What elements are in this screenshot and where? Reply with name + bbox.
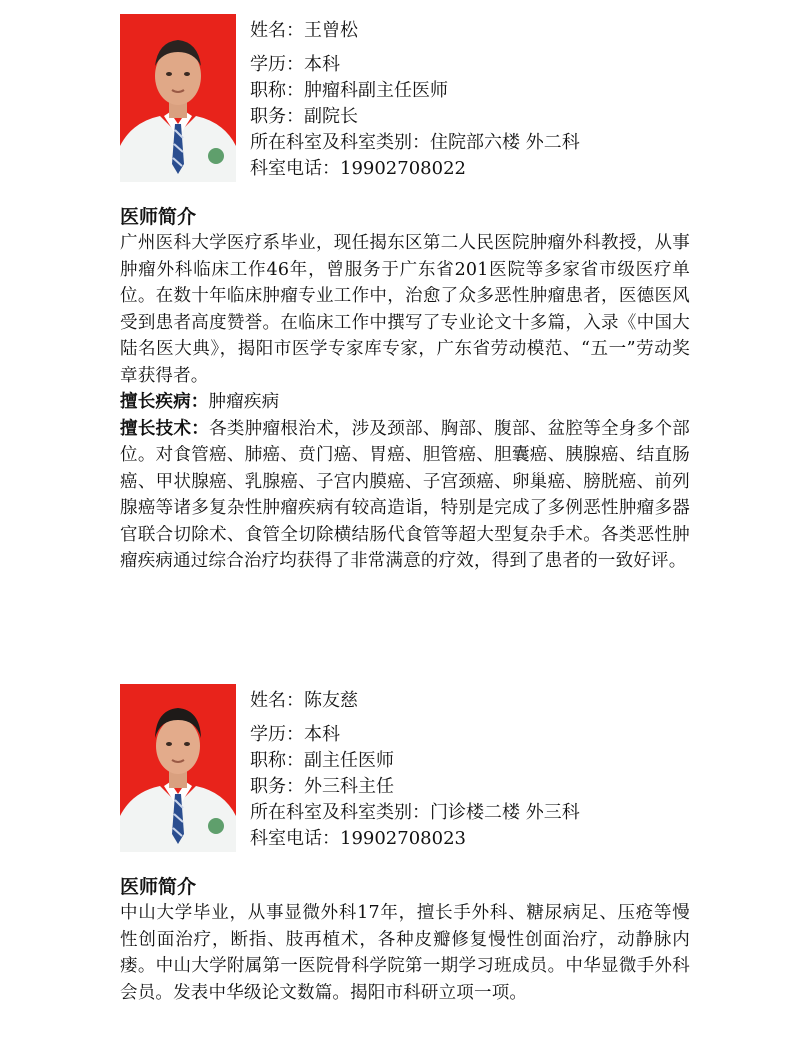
doctor-name: 姓名：王曾松 (250, 20, 358, 41)
doctor-portrait-1 (120, 14, 236, 182)
doctor-info-2 (250, 688, 580, 852)
doctor-position: 职务：外三科主任 (250, 776, 394, 797)
skills-label: 擅长技术： (120, 418, 210, 439)
doctor-name: 姓名：陈友慈 (250, 690, 358, 711)
doctor-education: 学历：本科 (250, 724, 340, 745)
intro-body (120, 900, 690, 1006)
doctor-profile-2 (120, 684, 700, 1034)
intro-heading: 医师简介 (120, 876, 197, 898)
doctor-phone: 科室电话：19902708022 (250, 158, 466, 179)
doctor-position: 职务：副院长 (250, 106, 358, 127)
intro-heading: 医师简介 (120, 206, 197, 228)
intro-text: 广州医科大学医疗系毕业，现任揭东区第二人民医院肿瘤外科教授，从事肿瘤外科临床工作46年，曾服务于广东省201医院等多家省市级医疗单位。在数十年临床肿瘤专业工作中，治愈了众多恶性肿瘤患者，医德医风受到患者高度赞誉。在临床工作中撰写了专业论文十多篇，入录《中国大陆名医大典》，揭阳市医学专家库专家，广东省劳动模范、“五一”劳动奖章获得者。 (120, 233, 690, 386)
doctor-education: 学历：本科 (250, 54, 340, 75)
intro-text: 中山大学毕业，从事显微外科17年，擅长手外科、糖尿病足、压疮等慢性创面治疗，断指、肢再植术，各种皮瓣修复慢性创面治疗，动静脉内瘘。中山大学附属第一医院骨科学院第一期学习班成员。中华显微手外科会员。发表中华级论文数篇。揭阳市科研立项一项。 (120, 903, 690, 1003)
doctor-department: 所在科室及科室类别：住院部六楼 外二科 (250, 132, 580, 153)
specialty-line (120, 389, 690, 416)
doctor-photo-1 (120, 14, 236, 182)
doctor-portrait-2 (120, 684, 236, 852)
skills-value: 各类肿瘤根治术，涉及颈部、胸部、腹部、盆腔等全身多个部位。对食管癌、肺癌、贲门癌、胃癌、胆管癌、胆囊癌、胰腺癌、结直肠癌、甲状腺癌、乳腺癌、子宫内膜癌、子宫颈癌、卵巢癌、膀胱癌、前列腺癌等诸多复杂性肿瘤疾病有较高造诣，特别是完成了多例恶性肿瘤多器官联合切除术、食管全切除横结肠代食管等超大型复杂手术。各类恶性肿瘤疾病通过综合治疗均获得了非常满意的疗效，得到了患者的一致好评。 (120, 418, 691, 571)
doctor-info-1 (250, 18, 580, 182)
doctor-title: 职称：副主任医师 (250, 750, 394, 771)
doctor-profile-1 (120, 14, 700, 654)
intro-body (120, 230, 690, 575)
doctor-department: 所在科室及科室类别：门诊楼二楼 外三科 (250, 802, 580, 823)
doctor-title: 职称：肿瘤科副主任医师 (250, 80, 448, 101)
skills-line (120, 416, 690, 575)
doctor-phone: 科室电话：19902708023 (250, 828, 466, 849)
doctor-photo-2 (120, 684, 236, 852)
specialty-value: 肿瘤疾病 (208, 392, 280, 412)
specialty-label: 擅长疾病： (120, 392, 209, 412)
